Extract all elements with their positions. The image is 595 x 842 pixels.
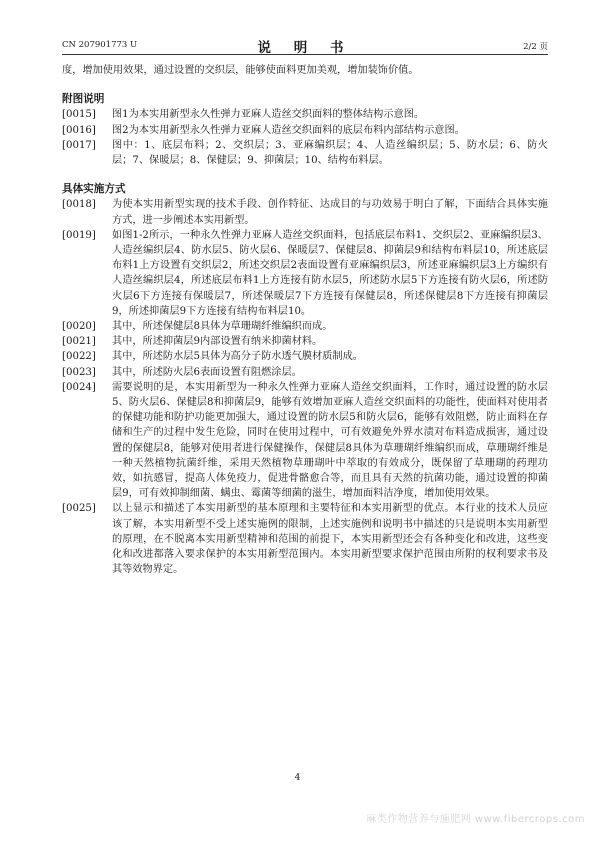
paragraph (62, 365, 548, 380)
page-header (62, 36, 548, 55)
paragraph (62, 197, 548, 227)
paragraph (62, 380, 548, 502)
paragraph-text: 其中，所述保健层8具体为草珊瑚纤维编织而成。 (112, 321, 333, 333)
paragraph-number: [0020] (62, 321, 96, 333)
paragraph-number: [0022] (62, 351, 96, 363)
figure-section-paragraphs (62, 107, 548, 168)
paragraph-text: 其中，所述防水层5具体为高分子防水透气膜材质制成。 (112, 351, 363, 363)
paragraph-text: 图2为本实用新型永久性弹力亚麻人造丝交织面料的底层布料内部结构示意图。 (112, 124, 465, 136)
paragraph-number: [0021] (62, 336, 96, 348)
patent-number: CN 207901773 U (62, 40, 138, 50)
paragraph (62, 334, 548, 349)
paragraph-number: [0025] (62, 503, 96, 515)
paragraph-number: [0016] (62, 124, 96, 136)
embodiment-section-paragraphs (62, 197, 548, 577)
paragraph-number: [0023] (62, 366, 96, 378)
page-number: 4 (294, 773, 301, 783)
intro-text: 度，增加使用效果，通过设置的交织层，能够使面料更加美观，增加装饰价值。 (62, 65, 419, 76)
page-indicator: 2/2 页 (523, 42, 548, 52)
paragraph-text: 为使本实用新型实现的技术手段、创作特征、达成目的与功效易于明白了解，下面结合具体实施方式，进一步阐述本实用新型。 (112, 199, 548, 226)
paragraph (62, 501, 548, 577)
paragraph-number: [0015] (62, 109, 96, 121)
document-title: 说 明 书 (257, 40, 353, 56)
watermark: 麻类作物营养与施肥网 www.fibercrops.com (366, 814, 585, 825)
figure-section-heading: 附图说明 (62, 93, 105, 106)
paragraph (62, 138, 548, 168)
paragraph-number: [0019] (62, 229, 96, 241)
paragraph-text: 其中，所述抑菌层9内部设置有纳米抑菌材料。 (112, 336, 323, 348)
paragraph-text: 其中，所述防火层6表面设置有阻燃涂层。 (112, 366, 302, 378)
paragraph-number: [0024] (62, 381, 96, 393)
document-body (62, 63, 548, 578)
paragraph (62, 319, 548, 334)
paragraph (62, 123, 548, 138)
paragraph-text: 图中：1、底层布料；2、交织层；3、亚麻编织层；4、人造丝编织层；5、防水层；6、防火层；7、保暖层；8、保健层；9、抑菌层；10、结构布料层。 (112, 139, 548, 167)
paragraph (62, 107, 548, 122)
paragraph-text: 图1为本实用新型永久性弹力亚麻人造丝交织面料的整体结构示意图。 (112, 109, 425, 121)
paragraph (62, 228, 548, 319)
paragraph-number: [0018] (62, 199, 96, 211)
paragraph-text: 需要说明的是，本实用新型为一种永久性弹力亚麻人造丝交织面料，工作时，通过设置的防水层5、防火层6、保健层8和抑菌层9，能够有效增加亚麻人造丝交织面料的功能性，使面料对使用者的保健功能和防护功能更加强大，通过设置的防水层5和防火层6，能够有效阻燃，防止面料在存储和生产的过程中发生危险，同时在使用过程中，可有效避免外界水渍对布料造成损害，通过设置的保健层8，能够对使用者进行保健操作，保健层8具体为草珊瑚纤维编织而成，草珊瑚纤维是一种天然植物抗菌纤维，采用天然植物草珊瑚叶中萃取的有效成分，既保留了草珊瑚的药理功效，如抗感冒，提高人体免疫力，促进骨骼愈合等，而且具有天然的抗菌功能，通过设置的抑菌层9，可有效抑制细菌、螨虫、霉菌等细菌的滋生，增加面料洁净度，增加使用效果。 (112, 381, 548, 500)
paragraph-number: [0017] (62, 139, 96, 151)
paragraph-text: 如图1-2所示，一种永久性弹力亚麻人造丝交织面料，包括底层布料1、交织层2、亚麻编织层3、人造丝编织层4、防水层5、防火层6、保暖层7、保健层8、抑菌层9和结构布料层10，所述底层布料1上方设置有交织层2，所述交织层2表面设置有亚麻编织层3，所述亚麻编织层3上方编织有人造丝编织层4，所述底层布料1上方连接有防水层5，所述防水层5下方连接有防火层6，所述防火层6下方连接有保暖层7，所述保暖层7下方连接有保健层8，所述保健层8下方连接有抑菌层9，所述抑菌层9下方连接有结构布料层10。 (112, 229, 548, 317)
embodiment-section-heading: 具体实施方式 (62, 183, 126, 196)
paragraph (62, 349, 548, 364)
paragraph-text: 以上显示和描述了本实用新型的基本原理和主要特征和本实用新型的优点。本行业的技术人员应该了解，本实用新型不受上述实施例的限制，上述实施例和说明书中描述的只是说明本实用新型的原理，在不脱离本实用新型精神和范围的前提下，本实用新型还会有各种变化和改进，这些变化和改进都落入要求保护的本实用新型范围内。本实用新型要求保护范围由所附的权利要求书及其等效物界定。 (112, 503, 548, 576)
